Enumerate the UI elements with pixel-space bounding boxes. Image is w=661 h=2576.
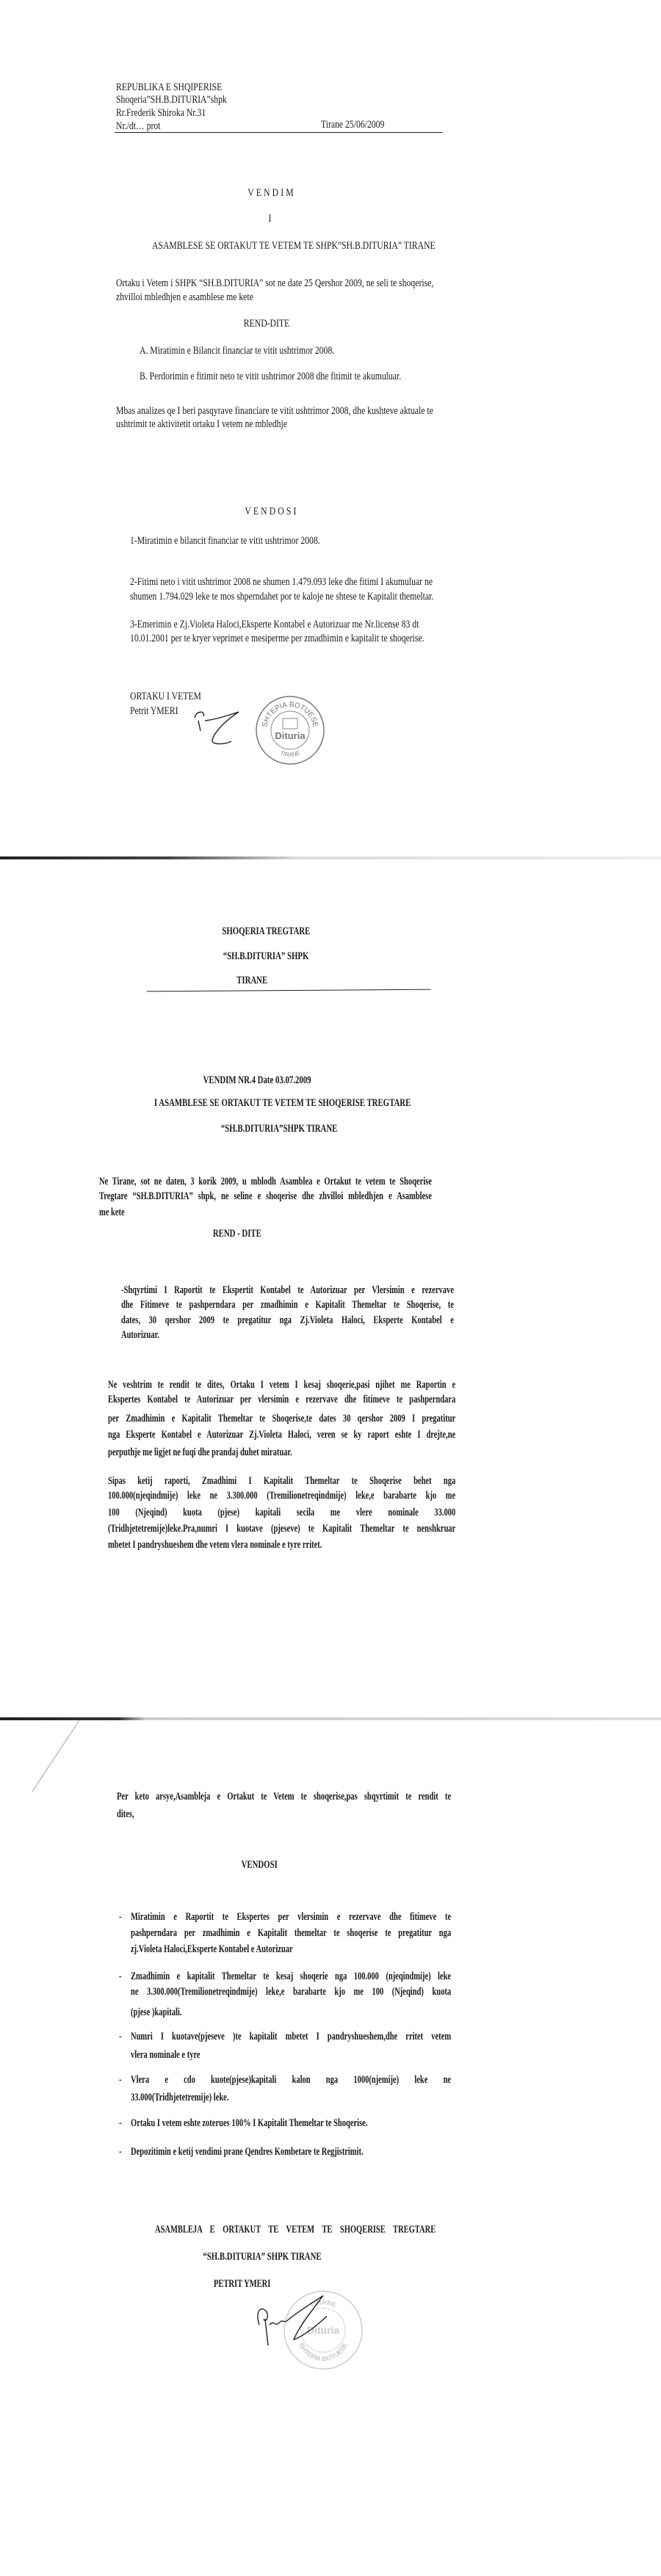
reasons-line: Per keto arsye,Asambleja e Ortakut te Vetem te shoqerise,pas shqyrtimit te rendit te — [117, 1791, 451, 1802]
agenda-item: A. Miratimin e Bilancit financiar te vitit ushtrimor 2008. — [140, 345, 335, 357]
signature — [253, 2290, 334, 2348]
review-line: nga Eksperte Kontabel e Autorizuar Zj.Violeta Haloci, veren se ky raport eshte I drejte,ne — [108, 1429, 456, 1441]
decision-line: Ortaku I vetem eshte zoterues 100% I Kapitalit Themeltar te Shoqerise. — [131, 2117, 368, 2129]
agenda-title: REND-DITE — [243, 318, 290, 330]
protocol-number: Nr./dt… prot — [116, 120, 161, 132]
decision-line: Zmadhimin e kapitalit Themeltar te kesaj shoqerie nga 100.000 (njeqindmije) leke — [131, 1971, 452, 1982]
review-line: Ekspertes Kontabel te Autorizuar per vlersimin e rezervave dhe fitimeve te pashperndara — [108, 1394, 456, 1405]
decision-line: shumen 1.794.029 leke te mos shperndahet por te kaloje ne shtese te Kapitalit themeltar. — [130, 591, 434, 603]
decision-line: 33.000(Tridhjetetremije) leke. — [131, 2092, 229, 2103]
document-subtitle: “SH.B.DITURIA”SHPK TIRANE — [220, 1123, 338, 1135]
document-title: VENDIM NR.4 Date 03.07.2009 — [203, 1074, 311, 1086]
bullet-dash: - — [119, 2146, 122, 2158]
document-date: Tirane 25/06/2009 — [321, 119, 385, 131]
document-subtitle: I ASAMBLESE SE ORTAKUT TE VETEM TE SHOQERISE TREGTARE — [154, 1097, 411, 1109]
svg-text:Dituria: Dituria — [275, 730, 306, 741]
decision-line: 3-Emerimin e Zj.Violeta Haloci,Eksperte Kontabel e Autorizuar me Nr.license 83 dt — [130, 619, 419, 630]
company-stamp — [255, 695, 325, 765]
svg-text:Dituria: Dituria — [306, 2324, 340, 2336]
decision-line: pashperndara per zmadhimin e Kapitalit themeltar te shoqerise te pregatitur nga — [131, 1927, 452, 1939]
decision-line: (pjese )kapitali. — [131, 2006, 182, 2018]
report-line: mbetet I pandryshueshem dhe vetem vlera nominale e tyre rritet. — [108, 1539, 322, 1551]
decision-line: Numri I kuotave(pjeseve )te kapitalit mbetet I pandryshueshem,dhe rritet vetem — [131, 2031, 452, 2042]
header-divider — [147, 989, 430, 992]
review-line: Ne veshtrim te rendit te dites, Ortaku I vetem I kesaj shoqerie,pasi njihet me Raportin e — [108, 1379, 456, 1391]
intro-line: Tregtare “SH.B.DITURIA” shpk, ne seline e shoqerise dhe zhvilloi mbledhjen e Asamblese — [99, 1190, 432, 1202]
signatory-role: ORTAKU I VETEM — [130, 691, 201, 702]
bullet-dash: - — [119, 1911, 122, 1923]
decision-line: 2-Fitimi neto i vitit ushtrimor 2008 ne shumen 1.479.093 leke dhe fitimi I akumuluar ne — [130, 576, 433, 588]
agenda-line: dhe Fitimeve te pashperndara per zmadhimin e Kapitalit Themeltar te Shoqerise, te — [121, 1299, 454, 1311]
analysis-line: ushtrimit te aktivitetit ortaku I vetem ne mbledhje — [116, 418, 287, 430]
decision-line: Miratimin e Raportit te Ekspertes per vlersimin e rezervave dhe fitimeve te — [131, 1911, 452, 1923]
intro-line: Ne Tirane, sot ne daten, 3 korik 2009, u mblodh Asamblea e Ortakut te vetem te Shoqerise — [99, 1176, 432, 1187]
header-divider — [115, 132, 443, 133]
svg-text:SHTEPIA BOTUESE: SHTEPIA BOTUESE — [297, 2341, 349, 2363]
reasons-line: dites, — [117, 1808, 134, 1820]
header-line: Rr.Frederik Shiroka Nr.31 — [116, 107, 206, 119]
report-line: (Tridhjetetremije)leke.Pra,numri I kuotave (pjeseve) te Kapitalit Themeltar te nenshkruar — [108, 1523, 456, 1535]
signatory-name: PETRIT YMERI — [214, 2278, 271, 2290]
report-line: 100 (Njeqind) kuota (pjese) kapitali secila me vlere nominale 33.000 — [108, 1507, 456, 1518]
decision-line: Vlera e cdo kuote(pjese)kapitali kalon nga 1000(njemije) leke ne — [131, 2074, 452, 2086]
agenda-title: REND - DITE — [212, 1228, 262, 1240]
signature — [187, 705, 253, 749]
company-name: SHOQERIA TREGTARE — [222, 925, 310, 937]
signatory-name: Petrit YMERI — [130, 705, 178, 717]
document-page-2 — [0, 860, 661, 1717]
agenda-line: Autorizuar. — [121, 1329, 159, 1341]
document-subtitle: ASAMBLESE SE ORTAKUT TE VETEM TE SHPK”SH.B.DITURIA” TIRANE — [152, 240, 436, 252]
page-separator — [0, 856, 661, 859]
intro-line: zhvilloi mbledhjen e asamblese me kete — [116, 291, 253, 303]
decision-title: VENDOSI — [245, 506, 299, 517]
decision-line: zj.Violeta Haloci,Eksperte Kontabel e Autorizuar — [131, 1943, 293, 1955]
signature-block-company: “SH.B.DITURIA” SHPK TIRANE — [203, 2251, 322, 2263]
svg-text:SHTEPIA BOTUESE: SHTEPIA BOTUESE — [261, 700, 319, 728]
decision-line: ne 3.300.000(Tremilionetreqindmije) leke,e barabarte kjo me 100 (Njeqind) kuota — [131, 1986, 452, 1998]
header-line: REPUBLIKA E SHQIPERISE — [116, 81, 223, 93]
review-line: perputhje me ligjet ne fuqi dhe prandaj duhet miratuar. — [108, 1447, 292, 1458]
decision-line: Depozitimin e ketij vendimi prane Qendres Kombetare te Regjistrimit. — [131, 2146, 364, 2158]
document-numeral: I — [268, 213, 271, 225]
intro-line: Ortaku i Vetem i SHPK “SH.B.DITURIA” sot ne date 25 Qershor 2009, ne seli te shoqerise, — [116, 277, 434, 289]
intro-line: me kete — [99, 1207, 125, 1218]
bullet-dash: - — [119, 2074, 122, 2086]
bullet-dash: - — [119, 2117, 122, 2129]
agenda-line: -Shqyrtimi I Raportit te Ekspertit Kontabel te Autorizuar per Vlersimin e rezervave — [121, 1284, 454, 1296]
review-line: per Zmadhimin e Kapitalit Themeltar te Shoqerise,te dates 30 qershor 2009 I pregatitur — [108, 1413, 456, 1425]
company-city: TIRANE — [236, 975, 268, 986]
company-name: “SH.B.DITURIA” SHPK — [223, 950, 309, 962]
document-page-1 — [0, 0, 661, 858]
analysis-line: Mbas analizes qe I beri pasqyrave financiare te vitit ushtrimor 2008, dhe kushteve aktuale te — [116, 405, 433, 417]
svg-text:TIRANE: TIRANE — [308, 2298, 338, 2309]
report-line: 100.000(njeqindmije) leke ne 3.300.000 (Tremilionetreqindmije) leke,e barabarte kjo me — [108, 1490, 456, 1502]
document-title: VENDIM — [248, 187, 296, 199]
svg-text:TIRANE: TIRANE — [279, 749, 301, 759]
decision-line: 10.01.2001 per te kryer veprimet e mesiperme per zmadhimin e kapitalit te shoqerise. — [130, 633, 425, 644]
document-page-3 — [0, 1720, 661, 2576]
decision-line: vlera nominale e tyre — [131, 2049, 201, 2061]
bullet-dash: - — [119, 2031, 122, 2042]
report-line: Sipas ketij raporti, Zmadhimi I Kapitalit Themeltar te Shoqerise behet nga — [108, 1475, 456, 1487]
agenda-line: dates, 30 qershor 2009 te pregatitur nga Zj.Violeta Haloci, Eksperte Kontabel e — [121, 1314, 454, 1326]
bullet-dash: - — [119, 1971, 122, 1982]
header-line: Shoqeria”SH.B.DITURIA”shpk — [116, 94, 227, 106]
signature-block-title: ASAMBLEJA E ORTAKUT TE VETEM TE SHOQERISE TREGTARE — [155, 2224, 436, 2235]
decision-line: 1-Miratimin e bilancit financiar te vitit ushtrimor 2008. — [130, 535, 320, 547]
decision-title: VENDOSI — [241, 1859, 278, 1871]
agenda-item: B. Perdorimin e fitimit neto te vitit ushtrimor 2008 dhe fitimit te akumuluar. — [140, 371, 402, 382]
